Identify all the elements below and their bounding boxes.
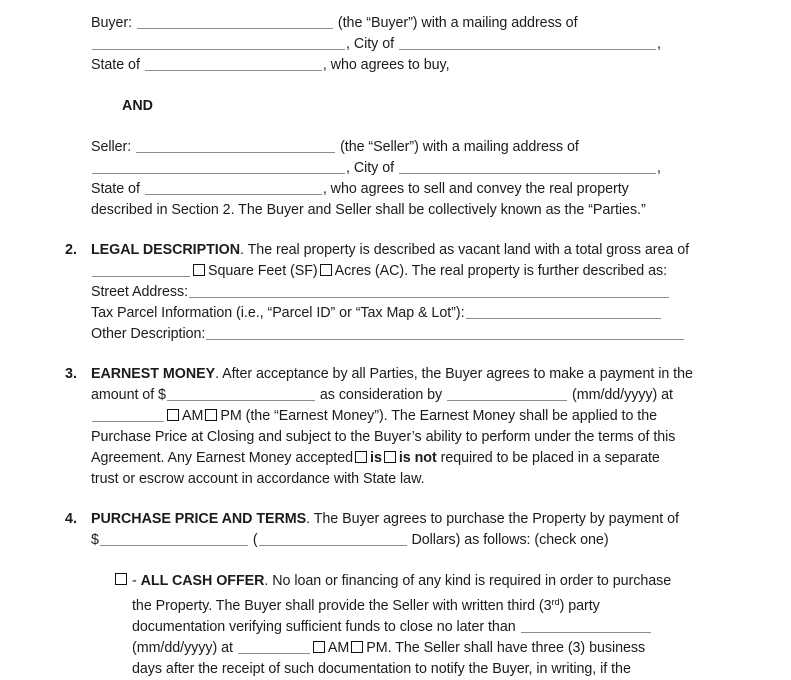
acres-label: Acres (AC) xyxy=(334,263,405,279)
section-2-units-line xyxy=(91,261,699,282)
all-cash-am-label: AM xyxy=(327,640,350,656)
buyer-label: Buyer: xyxy=(91,15,133,31)
earnest-pm-label: PM xyxy=(220,408,242,424)
seller-city-label: , City of xyxy=(346,160,395,176)
section-4-price-line xyxy=(91,530,699,551)
seller-state-label: State of xyxy=(91,181,140,197)
section-3-text-2: amount of $ xyxy=(91,387,166,403)
seller-continuation-line: described in Section 2. The Buyer and Seller shall be collectively known as the “Parties.” xyxy=(91,202,646,218)
section-3-escrow-line xyxy=(91,448,699,469)
purchase-price-numeric-blank[interactable] xyxy=(100,533,248,546)
all-cash-offer-text-3: documentation verifying sufficient funds to close no later than xyxy=(132,619,516,635)
other-description-row xyxy=(91,324,699,345)
other-description-label: Other Description: xyxy=(91,326,206,342)
buyer-state-trailing: , who agrees to buy, xyxy=(322,57,450,73)
option-all-cash-offer-body xyxy=(132,571,699,680)
buyer-city-label: , City of xyxy=(346,36,395,52)
all-cash-offer-text-2-post: ) party xyxy=(559,598,600,614)
seller-state-line xyxy=(91,179,699,200)
option-all-cash-offer-mark xyxy=(113,571,132,589)
section-4-text-1: . The Buyer agrees to purchase the Property by payment of xyxy=(306,511,679,527)
buyer-city-blank[interactable] xyxy=(399,37,656,50)
checkbox-acres[interactable] xyxy=(320,264,332,276)
section-3-time-line xyxy=(91,406,699,427)
earnest-am-label: AM xyxy=(182,408,204,424)
seller-address-blank[interactable] xyxy=(92,161,345,174)
buyer-state-line xyxy=(91,55,699,76)
checkbox-is-not[interactable] xyxy=(384,451,396,463)
section-2-number: 2. xyxy=(65,242,77,258)
seller-party-block xyxy=(91,137,699,221)
is-label: is xyxy=(370,450,382,466)
and-separator: AND xyxy=(122,98,153,114)
all-cash-offer-text-2-pre: the Property. The Buyer shall provide the Seller with written third (3 xyxy=(132,598,552,614)
section-4-heading: PURCHASE PRICE AND TERMS xyxy=(91,511,307,527)
all-cash-offer-text-5: . The Seller shall have three (3) business xyxy=(387,640,646,656)
seller-city-trailing: , xyxy=(656,160,661,176)
section-4-dollar-sign: $ xyxy=(91,532,99,548)
all-cash-pm-label: PM xyxy=(366,640,388,656)
all-cash-offer-text-4: (mm/dd/yyyy) at xyxy=(132,640,233,656)
seller-label: Seller: xyxy=(91,139,132,155)
section-earnest-money xyxy=(65,364,699,490)
square-feet-label: Square Feet (SF) xyxy=(208,263,318,279)
all-cash-offer-title: ALL CASH OFFER xyxy=(140,573,265,589)
all-cash-close-time-blank[interactable] xyxy=(238,641,310,654)
checkbox-all-cash-pm[interactable] xyxy=(351,641,363,653)
street-address-blank[interactable] xyxy=(189,285,669,298)
section-4-body xyxy=(91,509,699,680)
section-3-body xyxy=(91,364,699,490)
section-3-text-1: . After acceptance by all Parties, the Buyer agrees to make a payment in the xyxy=(215,366,693,382)
section-4-open-paren: ( xyxy=(252,532,258,548)
option-all-cash-offer xyxy=(113,571,699,680)
section-3-heading: EARNEST MONEY xyxy=(91,366,216,382)
section-4-heading-line xyxy=(91,509,699,530)
seller-name-line xyxy=(91,137,699,158)
section-3-amount-line xyxy=(91,385,699,406)
checkbox-earnest-am[interactable] xyxy=(167,409,179,421)
all-cash-offer-line-2 xyxy=(132,592,699,617)
section-3-line-6: Purchase Price at Closing and subject to the Buyer’s ability to perform under the terms of this xyxy=(91,429,676,445)
buyer-city-trailing: , xyxy=(656,36,661,52)
checkbox-all-cash-am[interactable] xyxy=(313,641,325,653)
seller-state-trailing: , who agrees to sell and convey the real property xyxy=(322,181,629,197)
section-4-text-4: Dollars) as follows: (check one) xyxy=(411,532,609,548)
section-4-number: 4. xyxy=(65,511,77,527)
seller-address-city-line xyxy=(91,158,699,179)
buyer-state-label: State of xyxy=(91,57,140,73)
purchase-price-words-blank[interactable] xyxy=(259,533,407,546)
street-address-row xyxy=(91,282,699,303)
checkbox-square-feet[interactable] xyxy=(193,264,205,276)
section-3-number: 3. xyxy=(65,366,77,382)
checkbox-is[interactable] xyxy=(355,451,367,463)
section-2-after-units: . The real property is further described as: xyxy=(404,263,668,279)
all-cash-offer-heading-line xyxy=(132,571,699,592)
section-3-heading-line xyxy=(91,364,699,385)
other-description-blank[interactable] xyxy=(206,327,684,340)
section-3-text-8: required to be placed in a separate xyxy=(440,450,660,466)
buyer-address-blank[interactable] xyxy=(92,37,345,50)
all-cash-close-date-blank[interactable] xyxy=(521,620,651,633)
buyer-name-blank[interactable] xyxy=(137,16,333,29)
buyer-after-name-text: (the “Buyer”) with a mailing address of xyxy=(337,15,578,31)
earnest-time-blank[interactable] xyxy=(92,409,164,422)
seller-after-name-text: (the “Seller”) with a mailing address of xyxy=(340,139,579,155)
tax-parcel-label: Tax Parcel Information (i.e., “Parcel ID” or “Tax Map & Lot”): xyxy=(91,305,465,321)
all-cash-offer-line-5-clipped: days after the receipt of such documentation to notify the Buyer, in writing, if the xyxy=(132,661,631,677)
tax-parcel-row xyxy=(91,303,699,324)
section-3-text-7: Agreement. Any Earnest Money accepted xyxy=(91,450,354,466)
checkbox-earnest-pm[interactable] xyxy=(205,409,217,421)
section-2-heading-line xyxy=(91,240,699,261)
seller-state-blank[interactable] xyxy=(145,182,322,195)
section-legal-description xyxy=(65,240,699,345)
all-cash-offer-dash: - xyxy=(132,573,137,589)
earnest-amount-blank[interactable] xyxy=(167,388,315,401)
buyer-address-city-line xyxy=(91,34,699,55)
all-cash-offer-text-1: . No loan or financing of any kind is required in order to purchase xyxy=(264,573,672,589)
buyer-name-line xyxy=(91,13,699,34)
section-3-text-4: (mm/dd/yyyy) at xyxy=(572,387,673,403)
buyer-party-block xyxy=(91,13,699,76)
section-2-heading: LEGAL DESCRIPTION xyxy=(91,242,241,258)
street-address-label: Street Address: xyxy=(91,284,188,300)
buyer-state-blank[interactable] xyxy=(145,58,322,71)
tax-parcel-blank[interactable] xyxy=(466,306,661,319)
section-2-body xyxy=(91,240,699,345)
earnest-date-blank[interactable] xyxy=(447,388,567,401)
seller-city-blank[interactable] xyxy=(399,161,656,174)
section-3-text-5: (the “Earnest Money”). The Earnest Money shall be applied to the xyxy=(245,408,658,424)
section-purchase-price-and-terms xyxy=(65,509,699,680)
gross-area-blank[interactable] xyxy=(92,264,190,277)
all-cash-offer-line-3 xyxy=(132,617,699,638)
section-2-intro: . The real property is described as vacant land with a total gross area of xyxy=(240,242,690,258)
all-cash-offer-line-4 xyxy=(132,638,699,659)
is-not-label: is not xyxy=(398,450,437,466)
ordinal-suffix-rd: rd xyxy=(551,597,560,607)
section-3-line-9: trust or escrow account in accordance with State law. xyxy=(91,471,425,487)
section-3-text-3: as consideration by xyxy=(319,387,443,403)
checkbox-all-cash-offer[interactable] xyxy=(115,573,127,585)
seller-name-blank[interactable] xyxy=(136,140,335,153)
